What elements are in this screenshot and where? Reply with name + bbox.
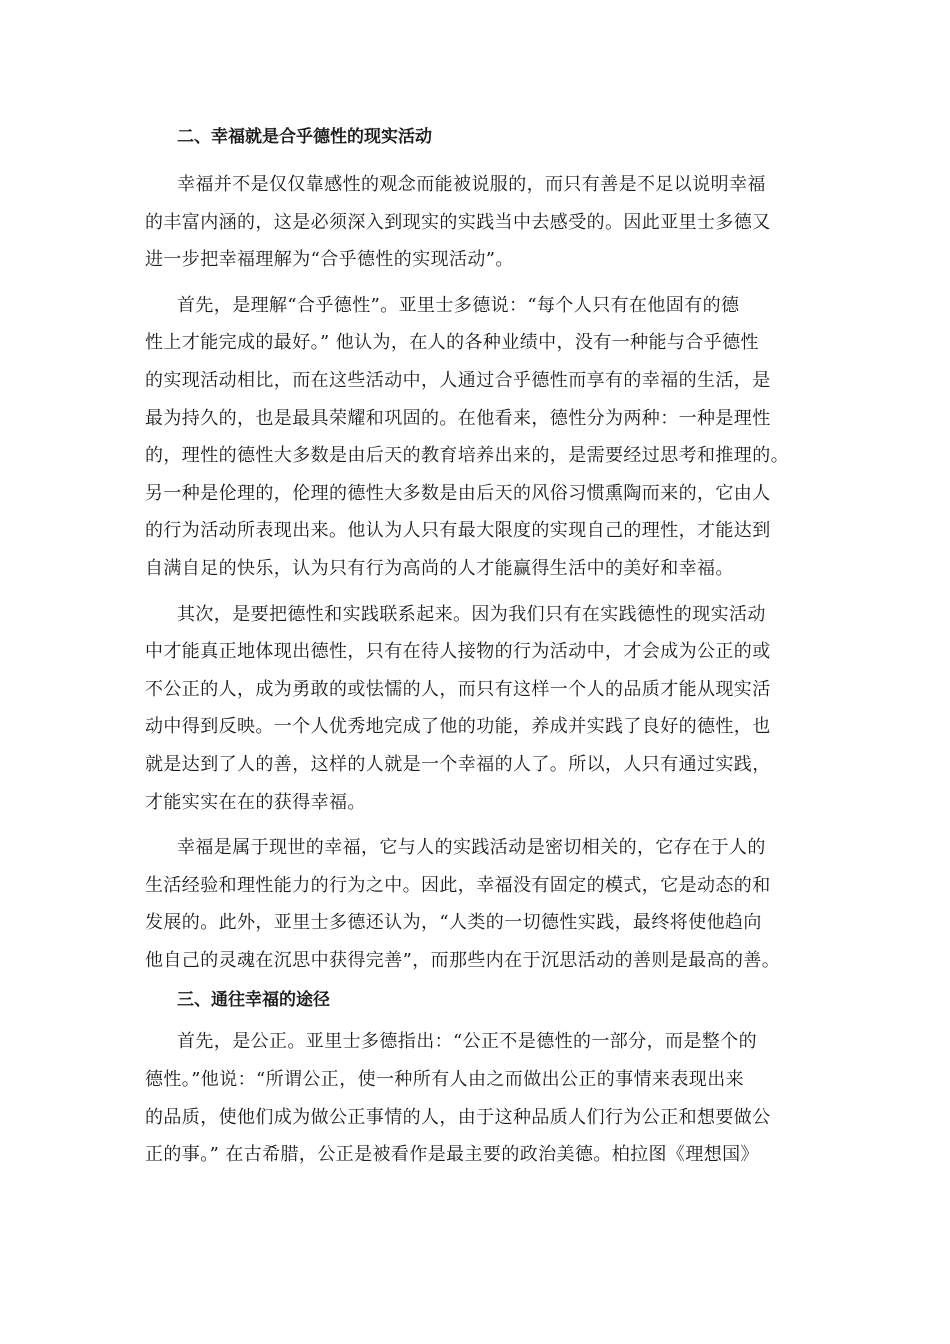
text-line: 另一种是伦理的，伦理的德性大多数是由后天的风俗习惯熏陶而来的，它由人 [145, 482, 771, 504]
text-line: 首先，是理解“合乎德性”。亚里士多德说：“每个人只有在他固有的德 [177, 294, 740, 316]
paragraph-2-3 [145, 596, 805, 822]
document-page [145, 118, 805, 1174]
text-line: 就是达到了人的善，这样的人就是一个幸福的人了。所以，人只有通过实践， [145, 753, 771, 775]
text-line: 最为持久的，也是最具荣耀和巩固的。在他看来，德性分为两种：一种是理性 [145, 407, 771, 429]
text-line: 生活经验和理性能力的行为之中。因此，幸福没有固定的模式，它是动态的和 [145, 874, 771, 896]
text-line: 正的事。” 在古希腊，公正是被看作是最主要的政治美德。柏拉图《理想国》 [145, 1144, 759, 1166]
text-line: 幸福是属于现世的幸福，它与人的实践活动是密切相关的，它存在于人的 [177, 837, 766, 859]
section-heading-3: 三、通往幸福的途径 [177, 990, 330, 1011]
paragraph-2-1 [145, 166, 805, 279]
text-line: 幸福并不是仅仅靠感性的观念而能被说服的，而只有善是不足以说明幸福 [177, 174, 766, 195]
text-line: 才能实实在在的获得幸福。 [145, 791, 366, 813]
text-line: 其次，是要把德性和实践联系起来。因为我们只有在实践德性的现实活动 [177, 603, 766, 625]
text-line: 发展的。此外，亚里士多德还认为，“人类的一切德性实践，最终将使他趋向 [145, 912, 762, 934]
text-line: 的，理性的德性大多数是由后天的教育培养出来的，是需要经过思考和推理的。 [145, 445, 789, 467]
text-line: 的实现活动相比，而在这些活动中，人通过合乎德性而享有的幸福的生活，是 [145, 369, 771, 391]
paragraph-2-2 [145, 287, 805, 588]
text-line: 动中得到反映。一个人优秀地完成了他的功能，养成并实践了良好的德性，也 [145, 716, 771, 738]
section-heading-2: 二、幸福就是合乎德性的现实活动 [177, 127, 432, 147]
text-line: 中才能真正地体现出德性，只有在待人接物的行为活动中，才会成为公正的或 [145, 641, 771, 663]
text-line: 的行为活动所表现出来。他认为人只有最大限度的实现自己的理性，才能达到 [145, 520, 771, 542]
text-line: 的丰富内涵的，这是必须深入到现实的实践当中去感受的。因此亚里士多德又 [145, 211, 771, 233]
text-line: 他自己的灵魂在沉思中获得完善”，而那些内在于沉思活动的善则是最高的善。 [145, 949, 781, 971]
paragraph-2-4 [145, 829, 805, 979]
text-line: 德性。”他说：“所谓公正，使一种所有人由之而做出公正的事情来表现出来 [145, 1069, 745, 1091]
text-line: 的品质，使他们成为做公正事情的人，由于这种品质人们行为公正和想要做公 [145, 1106, 771, 1128]
text-line: 性上才能完成的最好。” 他认为，在人的各种业绩中，没有一种能与合乎德性 [145, 332, 759, 354]
text-line: 自满自足的快乐，认为只有行为高尚的人才能赢得生活中的美好和幸福。 [145, 557, 734, 579]
text-line: 不公正的人，成为勇敢的或怯懦的人，而只有这样一个人的品质才能从现实活 [145, 678, 771, 700]
text-line: 进一步把幸福理解为“合乎德性的实现活动”。 [145, 249, 514, 271]
paragraph-3-1 [145, 1023, 805, 1173]
text-line: 首先，是公正。亚里士多德指出：“公正不是德性的一部分，而是整个的 [177, 1031, 757, 1053]
